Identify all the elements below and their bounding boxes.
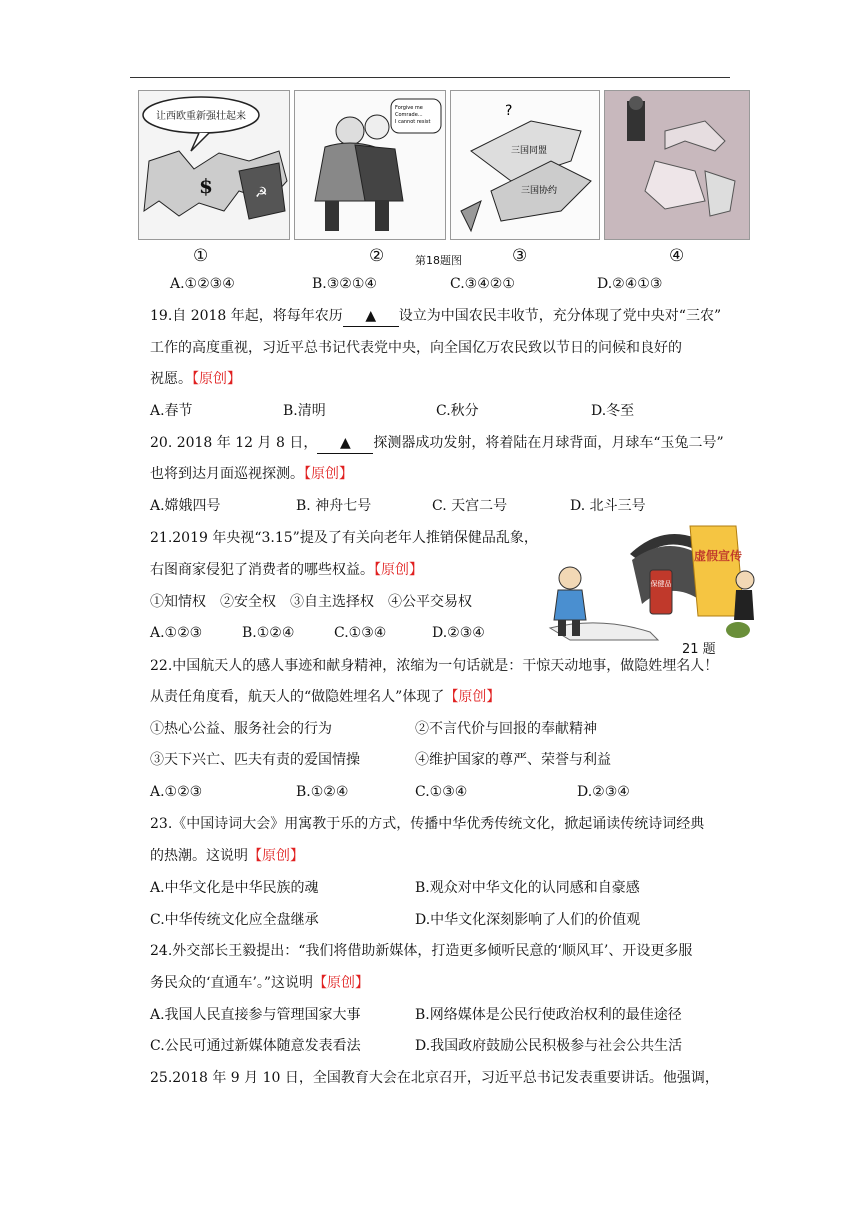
q21-stem-line2	[150, 560, 423, 580]
q21-original-tag: 【原创】	[374, 562, 423, 578]
q21-illustration	[540, 520, 755, 642]
cartoon-label-3: ③	[512, 246, 528, 266]
svg-text:Comrade...: Comrade...	[395, 112, 423, 118]
q18-option-c: C.③④②①	[450, 276, 515, 292]
q21-items: ①知情权 ②安全权 ③自主选择权 ④公平交易权	[150, 594, 472, 610]
cartoon-1-caption: 让西欧重新强壮起来	[156, 111, 246, 122]
cartoon-4-broken-symbol	[604, 90, 750, 240]
svg-text:I cannot resist: I cannot resist	[395, 119, 431, 125]
q18-option-b: B.③②①④	[312, 276, 377, 292]
q22-option-a: A.①②③	[150, 784, 203, 800]
q23-stem-end: 的热潮。这说明	[150, 848, 248, 864]
cartoon-label-2: ②	[369, 246, 385, 266]
q22-item-3: ③天下兴亡、匹夫有责的爱国情操	[150, 752, 360, 768]
q19-stem-pre: 19.自 2018 年起，将每年农历	[150, 308, 343, 324]
cartoon-3-alliances	[450, 90, 600, 240]
svg-text:$: $	[199, 174, 213, 198]
svg-text:?: ?	[505, 103, 513, 119]
q19-option-d: D.冬至	[591, 403, 635, 419]
q20-stem-line1	[150, 433, 724, 454]
cartoon-label-1: ①	[193, 246, 209, 266]
q20-blank: ▲	[317, 433, 373, 454]
q24-option-b: B.网络媒体是公民行使政治权利的最佳途径	[415, 1007, 682, 1023]
q23-option-b: B.观众对中华文化的认同感和自豪感	[415, 880, 640, 896]
q23-option-d: D.中华文化深刻影响了人们的价值观	[415, 912, 641, 928]
q20-stem-line2	[150, 464, 353, 484]
q24-option-a: A.我国人民直接参与管理国家大事	[150, 1007, 361, 1023]
q19-stem-end: 祝愿。	[150, 371, 192, 387]
q22-stem-end: 从责任角度看，航天人的“做隐姓埋名人”体现了	[150, 689, 445, 705]
q22-item-4: ④维护国家的尊严、荣誉与利益	[415, 752, 611, 768]
cartoon-1-map	[138, 90, 290, 240]
svg-text:Forgive me: Forgive me	[395, 105, 423, 111]
q20-stem-post: 探测器成功发射，将着陆在月球背面，月球车“玉兔二号”	[373, 435, 724, 451]
q21-option-b: B.①②④	[242, 625, 295, 641]
q22-item-2: ②不言代价与回报的奉献精神	[415, 721, 597, 737]
q21-stem-end: 右图商家侵犯了消费者的哪些权益。	[150, 562, 374, 578]
q25-stem-line1: 25.2018 年 9 月 10 日，全国教育大会在北京召开，习近平总书记发表重要讲话。他强调，	[150, 1070, 719, 1086]
q19-original-tag: 【原创】	[192, 371, 241, 387]
q18-option-d: D.②④①③	[597, 276, 663, 292]
q22-stem-line2	[150, 687, 500, 707]
q20-option-c: C. 天宫二号	[432, 498, 508, 514]
q21-option-c: C.①③④	[334, 625, 387, 641]
q22-item-1: ①热心公益、服务社会的行为	[150, 721, 332, 737]
q23-original-tag: 【原创】	[248, 848, 304, 864]
q20-option-d: D. 北斗三号	[570, 498, 646, 514]
q22-original-tag: 【原创】	[444, 689, 501, 705]
svg-text:三国协约: 三国协约	[521, 186, 558, 196]
sign-text: 虚假宣传	[693, 549, 743, 563]
q19-option-b: B.清明	[283, 403, 326, 419]
q19-stem-line1	[150, 306, 721, 327]
product-label: 保健品	[650, 580, 672, 588]
q24-stem-end: 务民众的‘直通车’。”这说明	[150, 975, 314, 991]
q23-option-a: A.中华文化是中华民族的魂	[150, 880, 319, 896]
q20-option-a: A.嫦娥四号	[150, 498, 221, 514]
q21-figure-label: 21 题	[682, 642, 716, 657]
q24-stem-line1: 24.外交部长王毅提出：“我们将借助新媒体，打造更多倾听民意的‘顺风耳’、开设更多服	[150, 943, 693, 959]
q23-option-c: C.中华传统文化应全盘继承	[150, 912, 319, 928]
q24-stem-line2	[150, 973, 369, 993]
svg-text:☭: ☭	[255, 185, 268, 201]
q22-option-b: B.①②④	[296, 784, 349, 800]
q19-stem-post: 设立为中国农民丰收节，充分体现了党中央对“三农”	[398, 308, 722, 324]
q22-stem-line1: 22.中国航天人的感人事迹和献身精神，浓缩为一句话就是：干惊天动地事，做隐姓埋名人！	[150, 658, 719, 674]
q21-option-d: D.②③④	[432, 625, 485, 641]
figure-caption: 第18题图	[415, 254, 462, 267]
q24-original-tag: 【原创】	[313, 975, 370, 991]
q24-option-c: C.公民可通过新媒体随意发表看法	[150, 1038, 361, 1054]
header-rule	[130, 77, 730, 78]
cartoon-2-embrace	[294, 90, 446, 240]
q19-option-a: A.春节	[150, 403, 193, 419]
q21-option-a: A.①②③	[150, 625, 203, 641]
q20-stem-end: 也将到达月面巡视探测。	[150, 466, 304, 482]
q18-option-a: A.①②③④	[170, 276, 235, 292]
q22-option-c: C.①③④	[415, 784, 468, 800]
q22-option-d: D.②③④	[577, 784, 630, 800]
q23-stem-line2	[150, 846, 304, 866]
cartoon-label-4: ④	[669, 246, 685, 266]
q21-stem-line1: 21.2019 年央视“3.15”提及了有关向老年人推销保健品乱象，	[150, 530, 538, 546]
q19-stem-line3	[150, 369, 241, 389]
q20-option-b: B. 神舟七号	[296, 498, 372, 514]
q19-blank: ▲	[343, 306, 399, 327]
q23-stem-line1: 23.《中国诗词大会》用寓教于乐的方式，传播中华优秀传统文化，掀起诵读传统诗词经典	[150, 816, 705, 832]
q19-stem-line2: 工作的高度重视，习近平总书记代表党中央，向全国亿万农民致以节日的问候和良好的	[150, 340, 682, 356]
q20-original-tag: 【原创】	[304, 466, 353, 482]
q19-option-c: C.秋分	[436, 403, 479, 419]
svg-text:三国同盟: 三国同盟	[511, 146, 548, 156]
q24-option-d: D.我国政府鼓励公民积极参与社会公共生活	[415, 1038, 683, 1054]
q20-stem-pre: 20. 2018 年 12 月 8 日，	[150, 435, 318, 451]
